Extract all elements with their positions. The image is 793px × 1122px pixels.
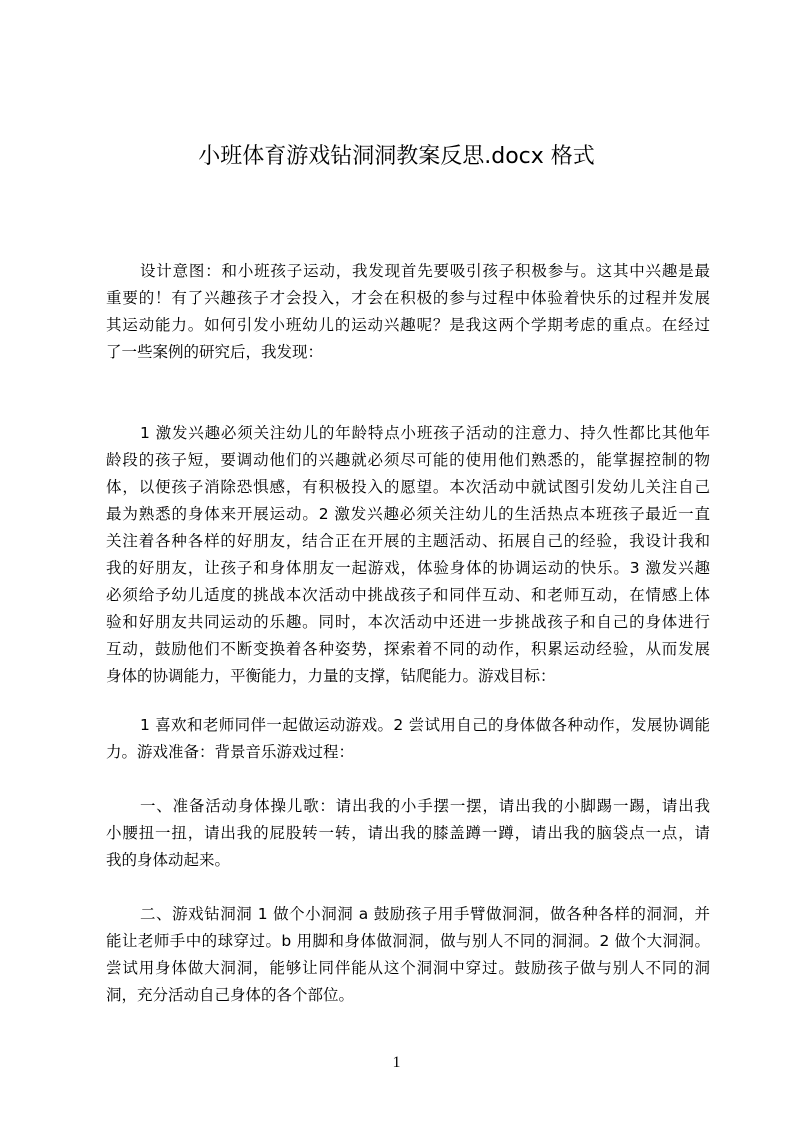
paragraph-warmup (106, 793, 710, 874)
text-line: 我的身体动起来。 (106, 851, 231, 869)
text-line: 其运动能力。如何引发小班幼儿的运动兴趣呢？是我这两个学期考虑的重点。在经过 (106, 316, 710, 334)
page-number: 1 (392, 1054, 401, 1071)
text-line: 验和好朋友共同运动的乐趣。同时，本次活动中还进一步挑战孩子和自己的身体进行 (106, 613, 710, 631)
paragraph-design-intent (106, 258, 710, 366)
text-line: 1 喜欢和老师同伴一起做运动游戏。2 尝试用自己的身体做各种动作，发展协调能 (140, 716, 710, 734)
text-line: 互动，鼓励他们不断变换着各种姿势，探索着不同的动作，积累运动经验，从而发展 (106, 640, 710, 658)
text-line: 体，以便孩子消除恐惧感，有积极投入的愿望。本次活动中就试图引发幼儿关注自己 (106, 478, 710, 496)
document-title: 小班体育游戏钻洞洞教案反思.docx 格式 (198, 144, 595, 169)
text-line: 关注着各种各样的好朋友，结合正在开展的主题活动、拓展自己的经验，我设计我和 (106, 532, 710, 550)
text-line: 一、准备活动身体操儿歌：请出我的小手摆一摆，请出我的小脚踢一踢，请出我 (140, 797, 710, 815)
text-line: 设计意图：和小班孩子运动，我发现首先要吸引孩子积极参与。这其中兴趣是最 (140, 262, 710, 280)
text-line: 力。游戏准备：背景音乐游戏过程： (106, 743, 355, 761)
paragraph-game-process (106, 901, 710, 1009)
text-line: 小腰扭一扭，请出我的屁股转一转，请出我的膝盖蹲一蹲，请出我的脑袋点一点，请 (106, 824, 710, 842)
paragraph-game-goals (106, 712, 710, 766)
text-line: 了一些案例的研究后，我发现： (106, 343, 324, 361)
text-line: 我的好朋友，让孩子和身体朋友一起游戏，体验身体的协调运动的快乐。3 激发兴趣 (106, 559, 710, 577)
text-line: 1 激发兴趣必须关注幼儿的年龄特点小班孩子活动的注意力、持久性都比其他年 (140, 424, 710, 442)
text-line: 能让老师手中的球穿过。b 用脚和身体做洞洞，做与别人不同的洞洞。2 做个大洞洞。 (106, 932, 710, 950)
text-line: 重要的！有了兴趣孩子才会投入，才会在积极的参与过程中体验着快乐的过程并发展 (106, 289, 710, 307)
text-line: 必须给予幼儿适度的挑战本次活动中挑战孩子和同伴互动、和老师互动，在情感上体 (106, 586, 710, 604)
text-line: 身体的协调能力，平衡能力，力量的支撑，钻爬能力。游戏目标： (106, 667, 556, 685)
text-line: 二、游戏钻洞洞 1 做个小洞洞 a 鼓励孩子用手臂做洞洞，做各种各样的洞洞，并 (140, 905, 710, 923)
text-line: 最为熟悉的身体来开展运动。2 激发兴趣必须关注幼儿的生活热点本班孩子最近一直 (106, 505, 710, 523)
text-line: 尝试用身体做大洞洞，能够让同伴能从这个洞洞中穿过。鼓励孩子做与别人不同的洞 (106, 959, 710, 977)
text-line: 洞，充分活动自己身体的各个部位。 (106, 986, 355, 1004)
paragraph-interest-points (106, 420, 710, 690)
text-line: 龄段的孩子短，要调动他们的兴趣就必须尽可能的使用他们熟悉的，能掌握控制的物 (106, 451, 710, 469)
